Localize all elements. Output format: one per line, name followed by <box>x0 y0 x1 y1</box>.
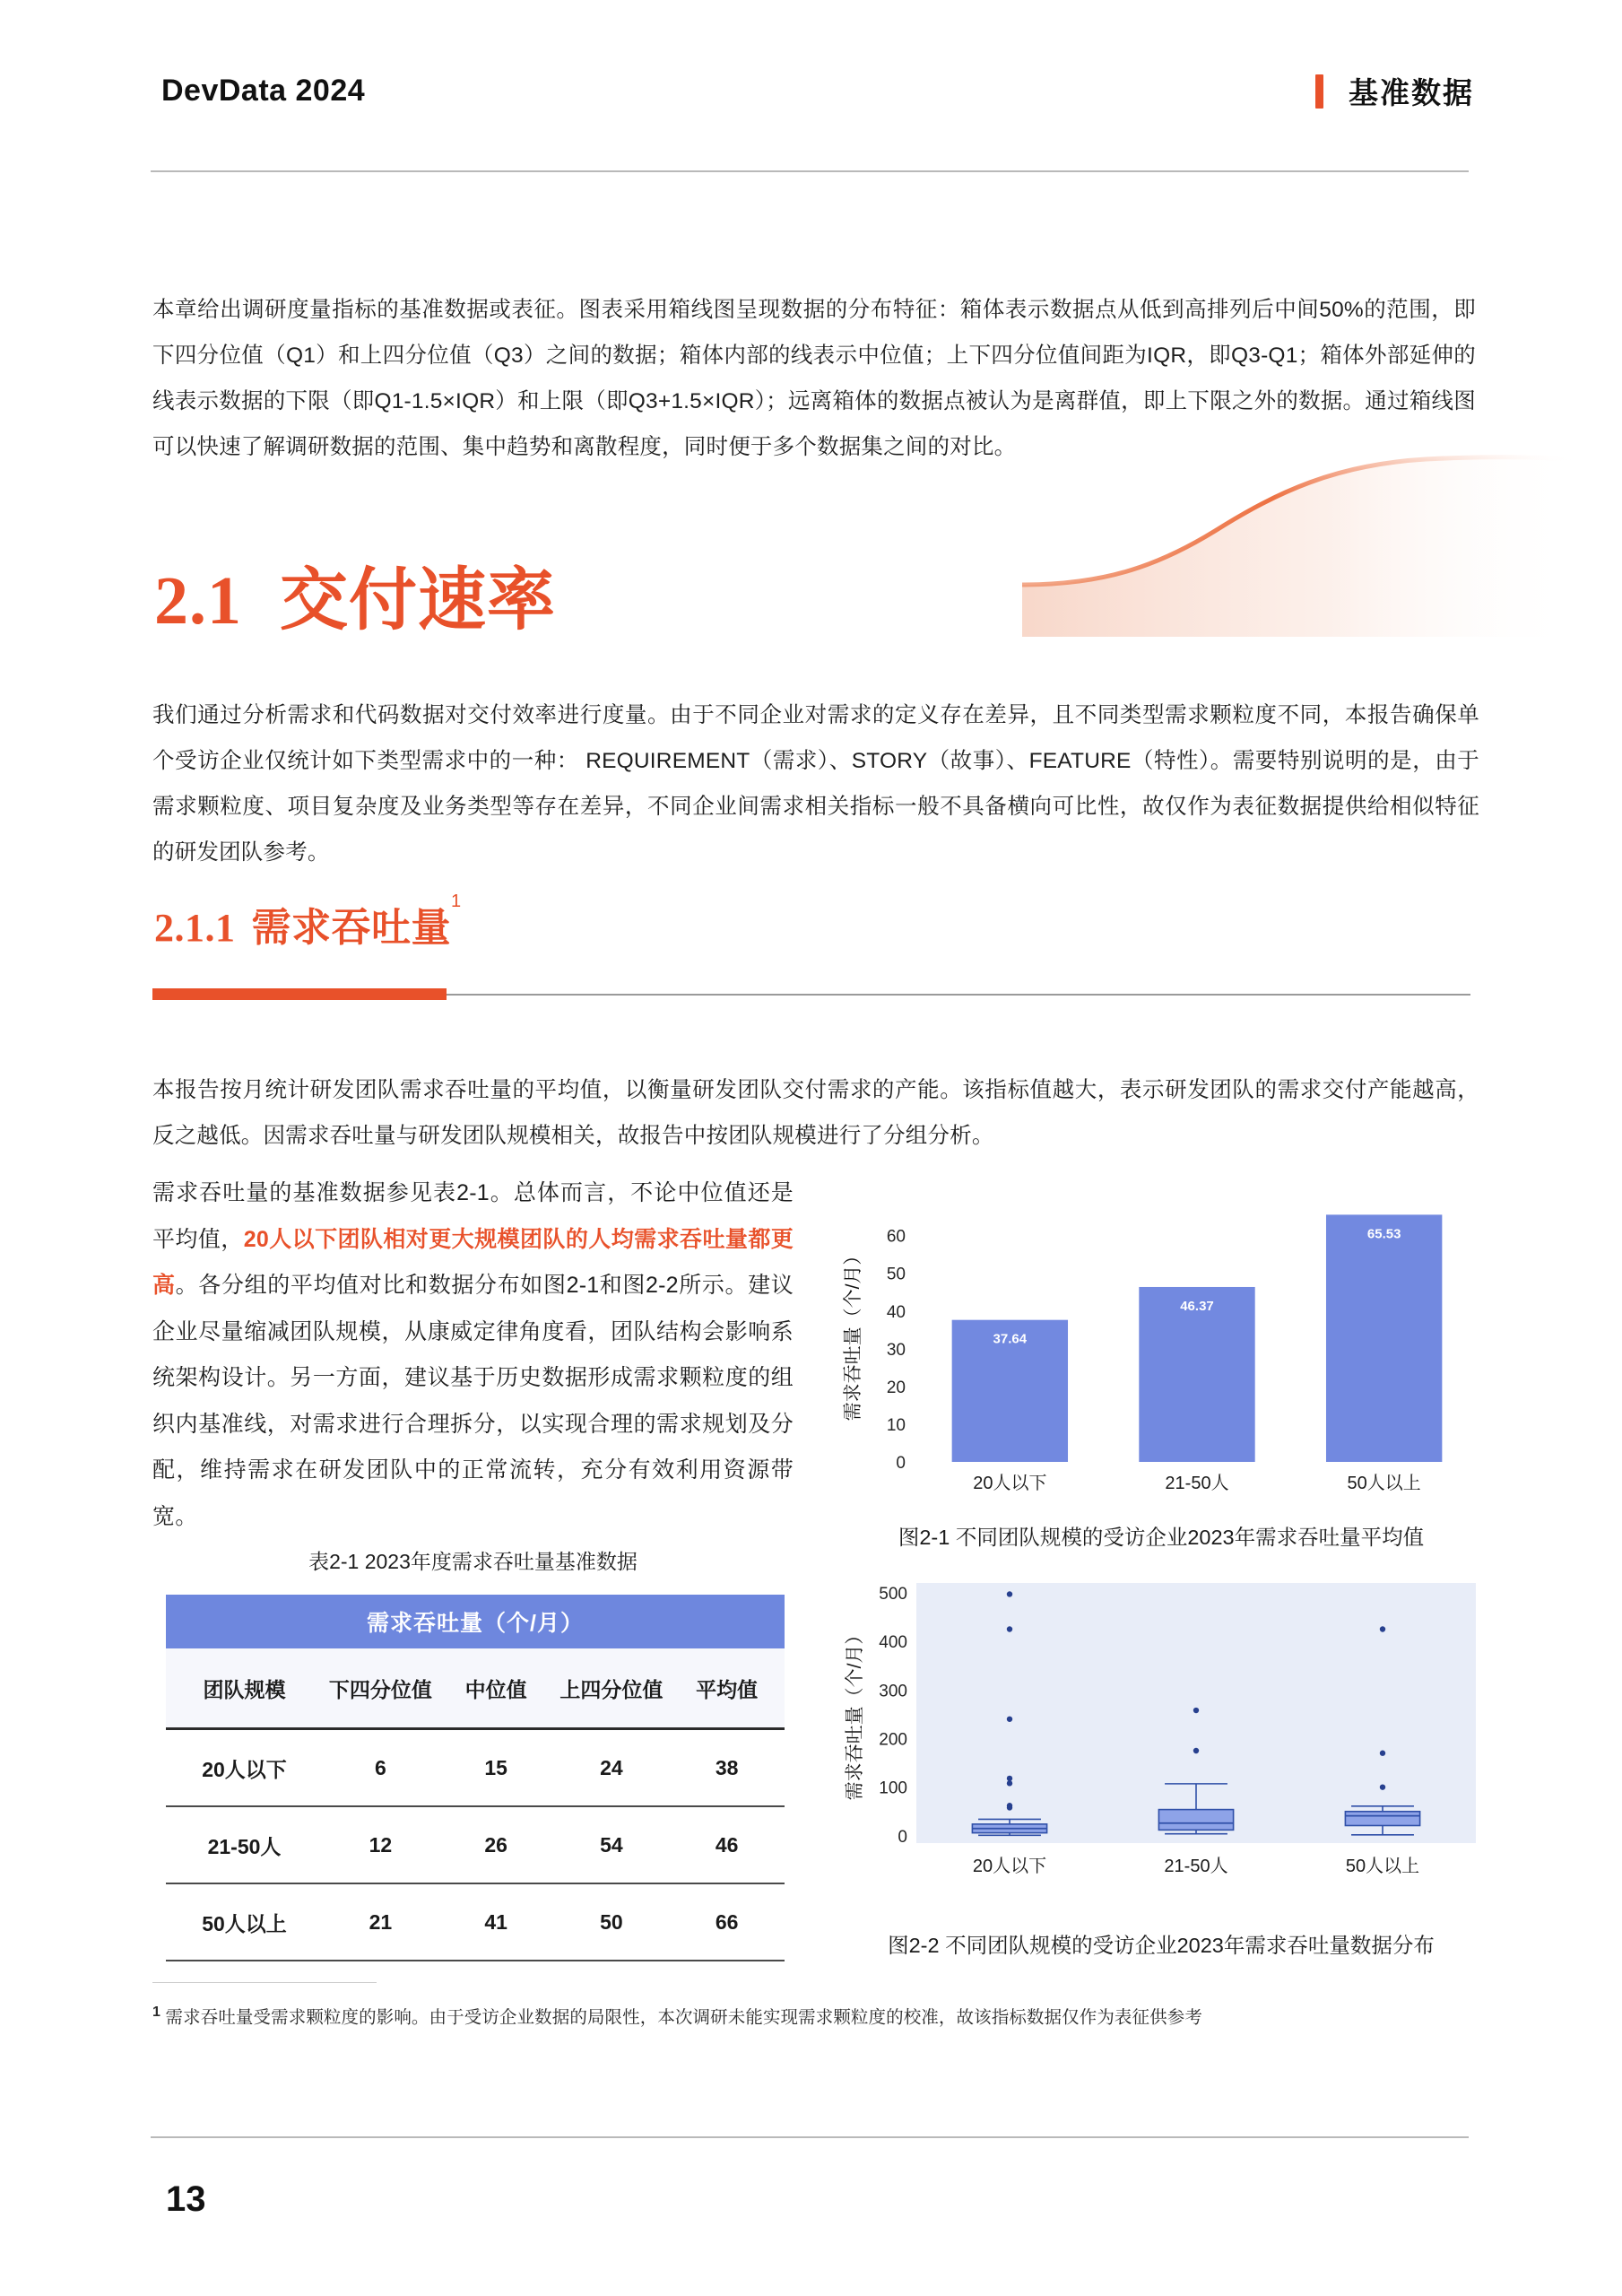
footnote-divider <box>152 1982 377 1983</box>
subsection-paragraph: 本报告按月统计研发团队需求吞吐量的平均值，以衡量研发团队交付需求的产能。该指标值越大，表示研发团队的需求交付产能越高，反之越低。因需求吞吐量与研发团队规模相关，故报告中按团队规模进行了分组分析。 <box>152 1078 1479 1148</box>
figure2-caption: 图2-2 不同团队规模的受访企业2023年需求吞吐量数据分布 <box>888 1934 1435 1957</box>
document-title: DevData 2024 <box>161 74 366 108</box>
svg-text:30: 30 <box>886 1340 906 1360</box>
cell-q3: 50 <box>600 1909 623 1934</box>
header-section-group <box>1315 70 1474 112</box>
subsection-number: 2.1.1 <box>154 906 236 950</box>
table-column-headers <box>166 1648 785 1730</box>
body-text-part2: 。各分组的平均值对比和数据分布如图2-1和图2-2所示。建议企业尽量缩减团队规模，从康威定律角度看，团队结构会影响系统架构设计。另一方面，建议基于历史数据形成需求颗粒度的组织内基准线，对需求进行合理拆分，以实现合理的需求规划及分配，维持需求在研发团队中的正常流转，充分有效利用资源带宽。 <box>152 1273 794 1529</box>
column-header-mean: 平均值 <box>696 1677 759 1701</box>
intro-paragraph: 本章给出调研度量指标的基准数据或表征。图表采用箱线图呈现数据的分布特征：箱体表示数据点从低到高排列后中间50%的范围，即下四分位值（Q1）和上四分位值（Q3）之间的数据；箱体内部的线表示中位值；上下四分位值间距为IQR，即Q3-Q1；箱体外部延伸的线表示数据的下限（即Q1-1.5×IQR）和上限（即Q3+1.5×IQR）；远离箱体的数据点被认为是离群值，即上下限之外的数据。通过箱线图可以快速了解调研数据的范围、集中趋势和离散程度，同时便于多个数据集之间的对比。 <box>152 298 1476 459</box>
cell-mean: 46 <box>715 1832 739 1857</box>
footnote-text: 需求吞吐量受需求颗粒度的影响。由于受访企业数据的局限性，本次调研未能实现需求颗粒度的校准，故该指标数据仅作为表征供参考 <box>165 2007 1202 2028</box>
page-title <box>154 545 556 643</box>
section-number: 2.1 <box>154 563 242 639</box>
svg-text:需求吞吐量（个/月）: 需求吞吐量（个/月） <box>845 1625 865 1801</box>
section-title: 交付速率 <box>280 562 556 639</box>
svg-text:20人以下: 20人以下 <box>973 1474 1047 1493</box>
figure1-caption: 图2-1 不同团队规模的受访企业2023年需求吞吐量平均值 <box>898 1526 1425 1549</box>
box-plot-throughput-distribution <box>834 1574 1488 1879</box>
column-header-q1: 下四分位值 <box>328 1677 432 1701</box>
svg-text:20人以下: 20人以下 <box>972 1857 1047 1876</box>
svg-text:46.37: 46.37 <box>1180 1298 1214 1314</box>
svg-text:65.53: 65.53 <box>1366 1226 1401 1242</box>
table-row <box>166 1730 785 1807</box>
svg-text:0: 0 <box>898 1827 907 1847</box>
subsection-label: 需求吞吐量 <box>251 906 451 950</box>
cell-q1: 21 <box>369 1909 393 1934</box>
footnote <box>152 1998 1488 2032</box>
column-header-team-size: 团队规模 <box>203 1677 286 1701</box>
column-header-q3: 上四分位值 <box>559 1677 664 1701</box>
cell-q3: 24 <box>600 1755 623 1779</box>
cell-q1: 12 <box>369 1832 393 1857</box>
table-header-title: 需求吞吐量（个/月） <box>367 1611 584 1636</box>
svg-text:300: 300 <box>879 1682 907 1701</box>
cell-team-size: 21-50人 <box>207 1834 282 1858</box>
cell-median: 26 <box>484 1832 507 1857</box>
subsection-title <box>154 891 462 952</box>
cell-mean: 66 <box>715 1909 739 1934</box>
footer-divider <box>151 2136 1469 2138</box>
svg-text:60: 60 <box>886 1227 906 1247</box>
table-caption: 表2-1 2023年度需求吞吐量基准数据 <box>308 1550 638 1573</box>
header-section-label: 基准数据 <box>1349 76 1474 109</box>
svg-text:21-50人: 21-50人 <box>1164 1857 1228 1876</box>
table-row <box>166 1884 785 1961</box>
svg-text:400: 400 <box>879 1633 907 1653</box>
svg-text:21-50人: 21-50人 <box>1165 1474 1229 1493</box>
section-paragraph: 我们通过分析需求和代码数据对交付效率进行度量。由于不同企业对需求的定义存在差异，且不同类型需求颗粒度不同，本报告确保单个受访企业仅统计如下类型需求中的一种： REQUIREMENT（需求）、STORY（故事）、FEATURE（特性）。需要特别说明的是，由于需求颗粒度、项目复杂度及业务类型等存在差异，不同企业间需求相关指标一般不具备横向可比性，故仅作为表征数据提供给相似特征的研发团队参考。 <box>152 703 1479 865</box>
svg-text:需求吞吐量（个/月）: 需求吞吐量（个/月） <box>843 1246 863 1422</box>
svg-text:500: 500 <box>879 1584 907 1604</box>
cell-median: 41 <box>484 1909 507 1934</box>
footnote-marker: 1 <box>451 891 462 912</box>
page-number: 13 <box>166 2179 206 2219</box>
benchmark-table <box>166 1595 785 1961</box>
subsection-divider-accent <box>152 988 447 1000</box>
bar-chart-average-throughput <box>834 1193 1488 1511</box>
svg-text:100: 100 <box>879 1779 907 1798</box>
table-header-banner <box>166 1595 785 1648</box>
column-header-median: 中位值 <box>464 1677 527 1701</box>
svg-text:50人以上: 50人以上 <box>1345 1857 1420 1876</box>
svg-text:0: 0 <box>896 1454 906 1473</box>
header-divider <box>151 170 1469 172</box>
cell-q1: 6 <box>374 1755 386 1779</box>
decorative-wave-graphic <box>1022 448 1578 637</box>
cell-mean: 38 <box>715 1755 739 1779</box>
cell-median: 15 <box>484 1755 507 1779</box>
body-text-part1: 需求吞吐量的基准数据参见表2-1。总体而言，不论中位值还是平均值， <box>152 1180 794 1252</box>
svg-text:50人以上: 50人以上 <box>1347 1474 1421 1493</box>
svg-text:10: 10 <box>886 1415 906 1435</box>
svg-text:200: 200 <box>879 1730 907 1750</box>
table-row <box>166 1807 785 1884</box>
svg-text:20: 20 <box>886 1378 906 1397</box>
svg-text:40: 40 <box>886 1302 906 1322</box>
body-text-highlight: 20人以下团队相对更大规模团队的人均需求吞吐量都更高 <box>152 1226 794 1298</box>
body-paragraph <box>152 1170 794 1540</box>
footnote-number: 1 <box>152 2005 160 2020</box>
accent-bar-icon <box>1315 74 1323 109</box>
cell-team-size: 50人以上 <box>202 1911 287 1935</box>
cell-team-size: 20人以下 <box>202 1757 287 1781</box>
cell-q3: 54 <box>600 1832 623 1857</box>
page-header <box>0 0 1622 175</box>
svg-text:50: 50 <box>886 1265 906 1284</box>
svg-text:37.64: 37.64 <box>993 1331 1028 1347</box>
